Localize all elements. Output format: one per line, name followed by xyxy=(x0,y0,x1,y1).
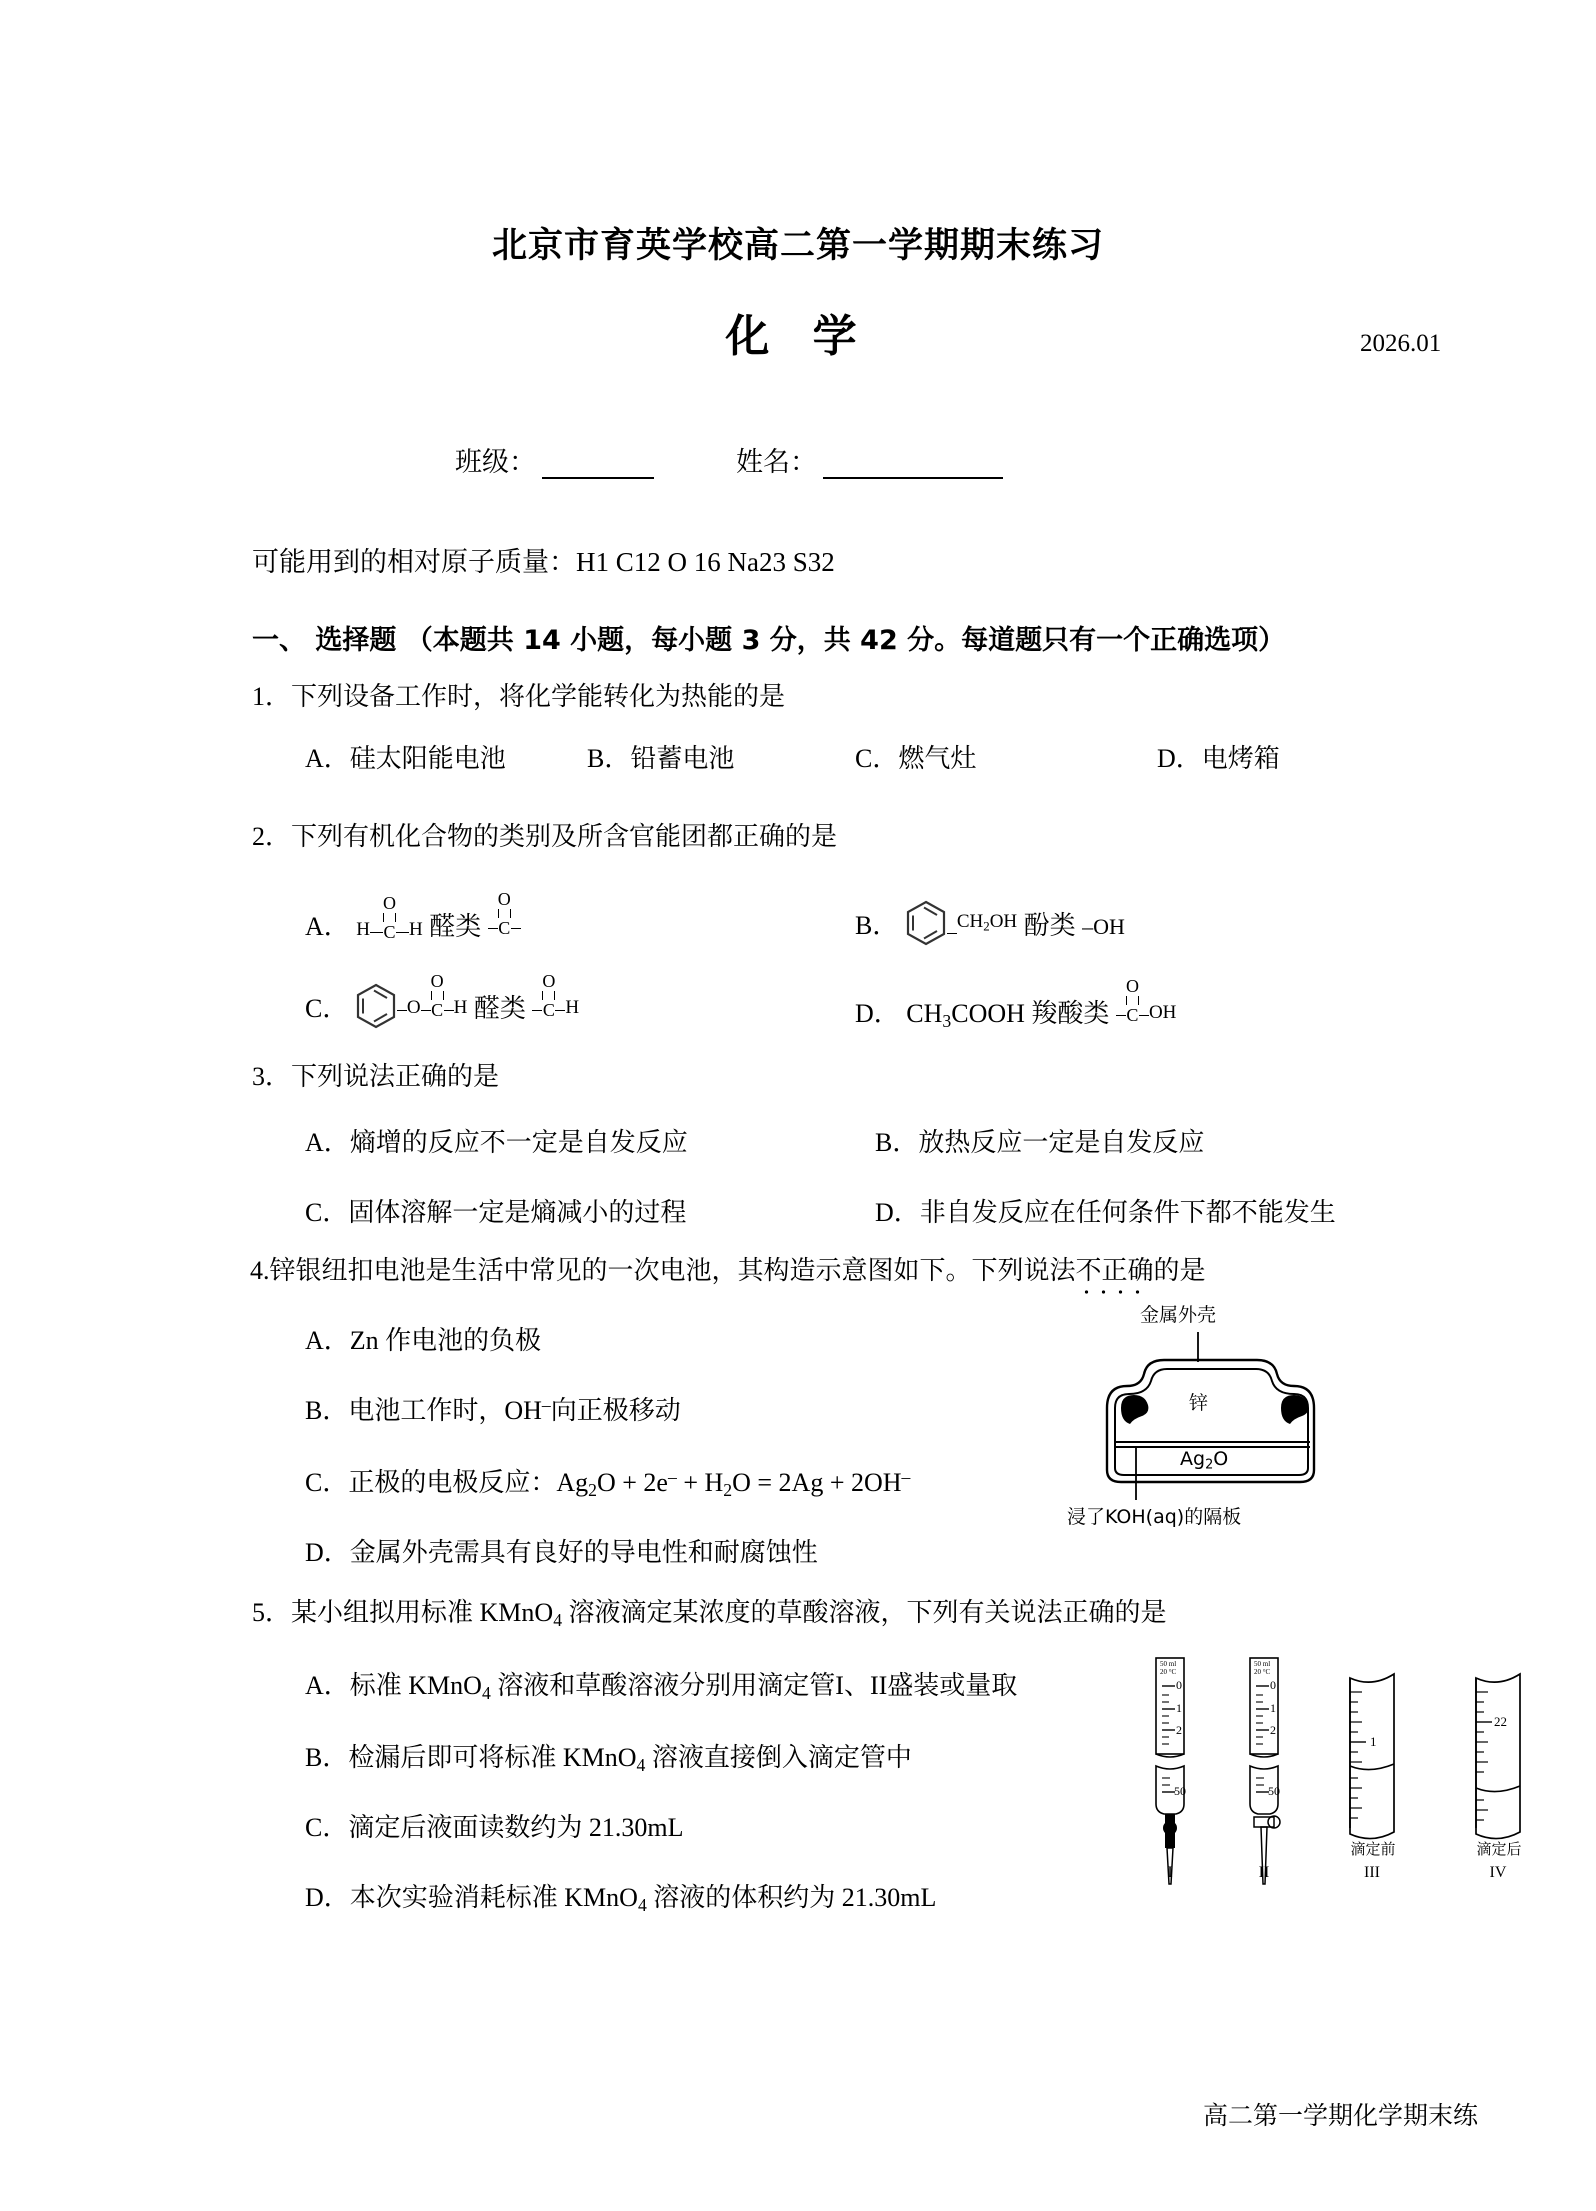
bond-line xyxy=(1139,1015,1149,1017)
q2-opt-d-category: 羧酸类 xyxy=(1031,999,1110,1028)
burette-1-scale-1: 1 xyxy=(1176,1701,1182,1715)
carbonyl-group xyxy=(431,972,444,1019)
burette-2-scale-0: 0 xyxy=(1270,1678,1276,1692)
q3-opt-a-text: 熵增的反应不一定是自发反应 xyxy=(349,1128,688,1157)
student-info-row xyxy=(455,440,1003,479)
q1-opt-b-text: 铅蓄电池 xyxy=(630,744,735,773)
q4-opt-b-ion: OH xyxy=(504,1396,542,1425)
benzene-ring-icon xyxy=(905,900,947,946)
q2-opt-b-category: 酚类 xyxy=(1023,911,1076,940)
page-footer: 高二第一学期化学期末练 xyxy=(1203,2101,1479,2130)
q5-opt-b-pre: 检漏后即可将标准 KMnO xyxy=(348,1743,637,1772)
q2-opt-a-structure xyxy=(356,892,423,942)
q4-opt-a-letter: A． xyxy=(305,1326,350,1355)
question-4-option-c[interactable] xyxy=(305,1462,910,1501)
q2-opt-d-letter: D． xyxy=(855,999,900,1028)
q3-opt-c-text: 固体溶解一定是熵减小的过程 xyxy=(348,1198,687,1227)
double-bond xyxy=(542,991,555,1000)
burette-2-scale-50: 50 xyxy=(1268,1784,1280,1798)
q2-opt-c-category: 醛类 xyxy=(473,994,526,1023)
atom-o: O xyxy=(542,971,556,991)
bond-line xyxy=(488,928,498,930)
q5-opt-c-letter: C． xyxy=(305,1813,349,1842)
q5-opt-a-pre: 标准 KMnO xyxy=(349,1671,482,1700)
atom-h: H xyxy=(565,997,580,1018)
question-2-option-c[interactable] xyxy=(305,970,579,1025)
q2-opt-d-formula: $CH_3COOH$ xyxy=(906,999,1025,1031)
question-1-option-d[interactable] xyxy=(1157,738,1280,775)
question-4-option-d[interactable] xyxy=(305,1532,818,1569)
burette-2-scale-1: 1 xyxy=(1270,1701,1276,1715)
q2-opt-b-ch2oh: $CH_2OH$ xyxy=(956,911,1018,935)
label-metal-shell: 金属外壳 xyxy=(1140,1304,1217,1326)
q2-opt-b-group: –OH xyxy=(1082,914,1125,939)
question-5-option-a[interactable] xyxy=(305,1665,1017,1704)
q2-opt-a-category: 醛类 xyxy=(429,912,482,941)
atom-c: C xyxy=(431,1000,444,1020)
q5-opt-b-letter: B． xyxy=(305,1743,349,1772)
class-input-blank[interactable] xyxy=(542,453,654,479)
question-5-option-d[interactable] xyxy=(305,1877,936,1916)
q4-opt-c-letter: C． xyxy=(305,1468,349,1497)
q1-opt-d-text: 电烤箱 xyxy=(1201,744,1280,773)
burette-1-scale-50: 50 xyxy=(1174,1784,1186,1798)
page-title: 北京市育英学校高二第一学期期末练习 xyxy=(491,226,1104,266)
q5-number: 5． xyxy=(252,1598,292,1627)
q3-text: 下列说法正确的是 xyxy=(291,1062,500,1091)
q2-text: 下列有机化合物的类别及所含官能团都正确的是 xyxy=(291,822,838,851)
carbonyl-group xyxy=(383,894,396,941)
atom-h-right: H xyxy=(409,919,423,940)
question-4-stem xyxy=(250,1250,1206,1287)
exam-date: 2026.01 xyxy=(1360,330,1442,357)
q3-opt-c-letter: C． xyxy=(305,1198,349,1227)
question-1-option-c[interactable] xyxy=(855,738,976,775)
carbonyl-group xyxy=(1126,977,1139,1024)
benzene-ring-icon xyxy=(355,983,397,1029)
bond-line xyxy=(444,1010,454,1012)
q3-opt-a-letter: A． xyxy=(305,1128,350,1157)
q2-opt-c-letter: C． xyxy=(305,994,349,1023)
double-bond xyxy=(498,909,511,918)
question-5-option-c[interactable] xyxy=(305,1807,683,1844)
question-3-option-c[interactable] xyxy=(305,1192,686,1229)
q2-number: 2． xyxy=(252,822,292,851)
q5-text-sub: 4 xyxy=(553,1609,563,1630)
q5-opt-b-post: 溶液直接倒入滴定管中 xyxy=(645,1743,912,1772)
q1-opt-b-letter: B． xyxy=(587,744,631,773)
q4-text-part1: 锌银纽扣电池是生活中常见的一次电池，其构造示意图如下。下列说法 xyxy=(269,1256,1076,1285)
q3-number: 3． xyxy=(252,1062,292,1091)
atom-oh: OH xyxy=(1148,1002,1177,1023)
carbonyl-group xyxy=(498,890,511,937)
q5-opt-d-sub: 4 xyxy=(637,1894,647,1915)
q5-opt-d-letter: D． xyxy=(305,1883,350,1912)
q1-opt-a-text: 硅太阳能电池 xyxy=(349,744,506,773)
atom-c: C xyxy=(383,922,396,942)
double-bond xyxy=(1126,996,1139,1005)
atom-c: C xyxy=(1126,1005,1139,1025)
q2-opt-c-structure xyxy=(355,970,468,1020)
atom-o: O xyxy=(1125,976,1139,996)
q2-opt-a-letter: A． xyxy=(305,912,350,941)
burette-1-volume-label: 50 ml 20 °C xyxy=(1160,1660,1177,1677)
burette-1-scale-0: 0 xyxy=(1176,1678,1182,1692)
class-label: 班级： xyxy=(455,447,536,478)
q3-opt-b-letter: B． xyxy=(875,1128,919,1157)
q4-text-part2: 的是 xyxy=(1153,1256,1206,1285)
question-1-stem xyxy=(252,676,785,713)
q1-opt-a-letter: A． xyxy=(305,744,350,773)
question-3-option-a[interactable] xyxy=(305,1122,688,1159)
bond-line xyxy=(396,932,409,934)
q1-opt-d-letter: D． xyxy=(1157,744,1202,773)
q2-opt-b-structure xyxy=(905,888,1017,934)
bond-line xyxy=(421,1010,431,1012)
q2-opt-c-group xyxy=(532,970,580,1020)
bond-line xyxy=(511,928,521,930)
double-bond xyxy=(431,991,444,1000)
question-2-option-d[interactable] xyxy=(855,975,1176,1032)
q5-opt-d-post: 溶液的体积约为 21.30mL xyxy=(646,1883,937,1912)
q2-opt-b-letter: B． xyxy=(855,911,899,940)
question-3-option-b[interactable] xyxy=(875,1122,1204,1159)
label-silver-oxide: $Ag_2O$ xyxy=(1180,1448,1229,1473)
section-header-multiple-choice: 一、 选择题 （本题共 14 小题，每小题 3 分，共 42 分。每道题只有一个正确选项） xyxy=(252,625,1286,656)
q5-opt-a-sub: 4 xyxy=(481,1682,491,1703)
q5-text-post: 溶液滴定某浓度的草酸溶液，下列有关说法正确的是 xyxy=(562,1598,1167,1627)
atomic-mass-note: 可能用到的相对原子质量：H1 C12 O 16 Na23 S32 xyxy=(252,547,835,577)
question-3-stem xyxy=(252,1056,499,1093)
atom-c: C xyxy=(542,1000,555,1020)
burette-diagram-group xyxy=(1128,1648,1580,1898)
reading-after-value: 22 xyxy=(1494,1714,1507,1729)
reading-before-value: 1 xyxy=(1370,1734,1377,1749)
caption-before-titration: 滴定前 xyxy=(1350,1840,1396,1858)
burette-2-roman-numeral: II xyxy=(1258,1864,1270,1881)
q3-opt-d-letter: D． xyxy=(875,1198,920,1227)
bond-line xyxy=(532,1010,542,1012)
bond-line xyxy=(397,1010,407,1012)
burette-1-roman-numeral: I xyxy=(1167,1864,1173,1881)
q4-text-emphasis: 不正确 xyxy=(1075,1256,1154,1285)
caption-after-titration: 滴定后 xyxy=(1476,1840,1522,1858)
q4-opt-b-charge: – xyxy=(541,1395,551,1416)
q1-opt-c-letter: C． xyxy=(855,744,899,773)
question-1-option-b[interactable] xyxy=(587,738,734,775)
question-2-stem xyxy=(252,816,837,853)
atom-h: H xyxy=(453,997,468,1018)
zinc-silver-battery-diagram xyxy=(1067,1300,1395,1535)
q4-opt-d-letter: D． xyxy=(305,1538,350,1567)
q4-opt-b-letter: B． xyxy=(305,1396,349,1425)
q5-opt-c-text: 滴定后液面读数约为 21.30mL xyxy=(348,1813,684,1842)
atom-c: C xyxy=(498,918,511,938)
question-1-option-a[interactable] xyxy=(305,738,506,775)
bond-line xyxy=(555,1010,565,1012)
question-2-option-a[interactable] xyxy=(305,888,521,943)
name-input-blank[interactable] xyxy=(823,453,1003,479)
q4-opt-a-text: Zn 作电池的负极 xyxy=(349,1326,542,1355)
label-zinc: 锌 xyxy=(1189,1392,1209,1414)
q3-opt-b-text: 放热反应一定是自发反应 xyxy=(918,1128,1205,1157)
q4-opt-b-pre: 电池工作时， xyxy=(348,1396,505,1425)
bond-line xyxy=(370,932,383,934)
question-2-option-b[interactable] xyxy=(855,888,1125,942)
carbonyl-group xyxy=(542,972,555,1019)
question-3-option-d[interactable] xyxy=(875,1192,1336,1229)
atom-h-left: H xyxy=(356,919,371,940)
label-koh-separator: 浸了KOH(aq)的隔板 xyxy=(1067,1506,1242,1528)
q1-opt-c-text: 燃气灶 xyxy=(898,744,977,773)
subject-title: 化 学 xyxy=(725,311,871,362)
name-label: 姓名： xyxy=(736,447,817,478)
q4-opt-c-equation: $Ag_2O + 2e^- + H_2O = 2Ag + 2OH^-$ xyxy=(556,1467,911,1500)
q4-number: 4. xyxy=(250,1256,270,1285)
q1-text: 下列设备工作时，将化学能转化为热能的是 xyxy=(291,682,786,711)
question-5-option-b[interactable] xyxy=(305,1737,912,1776)
q5-text-pre: 某小组拟用标准 KMnO xyxy=(291,1598,554,1627)
q4-opt-b-post: 向正极移动 xyxy=(550,1396,681,1425)
question-5-stem xyxy=(252,1592,1167,1631)
question-4-option-b[interactable] xyxy=(305,1390,681,1427)
q2-opt-d-group xyxy=(1116,975,1177,1025)
atom-o: O xyxy=(497,889,511,909)
atom-o: O xyxy=(430,971,444,991)
q5-opt-d-pre: 本次实验消耗标准 KMnO xyxy=(349,1883,638,1912)
q5-opt-a-post: 溶液和草酸溶液分别用滴定管I、II盛装或量取 xyxy=(490,1671,1018,1700)
question-4-option-a[interactable] xyxy=(305,1320,541,1357)
atom-o: O xyxy=(383,893,397,913)
atom-o-ester: O xyxy=(406,997,421,1018)
burette-2-volume-label: 50 ml 20 °C xyxy=(1254,1660,1271,1677)
q1-number: 1． xyxy=(252,682,292,711)
q5-opt-b-sub: 4 xyxy=(636,1754,646,1775)
q4-opt-c-pre: 正极的电极反应： xyxy=(348,1468,557,1497)
burette-2-scale-2: 2 xyxy=(1270,1723,1276,1737)
double-bond xyxy=(383,913,396,922)
detail-4-roman-numeral: IV xyxy=(1489,1864,1507,1881)
detail-3-roman-numeral: III xyxy=(1364,1864,1380,1881)
burette-1-scale-2: 2 xyxy=(1176,1723,1182,1737)
bond-line xyxy=(947,933,957,935)
q4-opt-d-text: 金属外壳需具有良好的导电性和耐腐蚀性 xyxy=(349,1538,818,1567)
bond-line xyxy=(1116,1015,1126,1017)
q2-opt-a-group xyxy=(488,888,521,938)
q3-opt-d-text: 非自发反应在任何条件下都不能发生 xyxy=(919,1198,1336,1227)
q5-opt-a-letter: A． xyxy=(305,1671,350,1700)
